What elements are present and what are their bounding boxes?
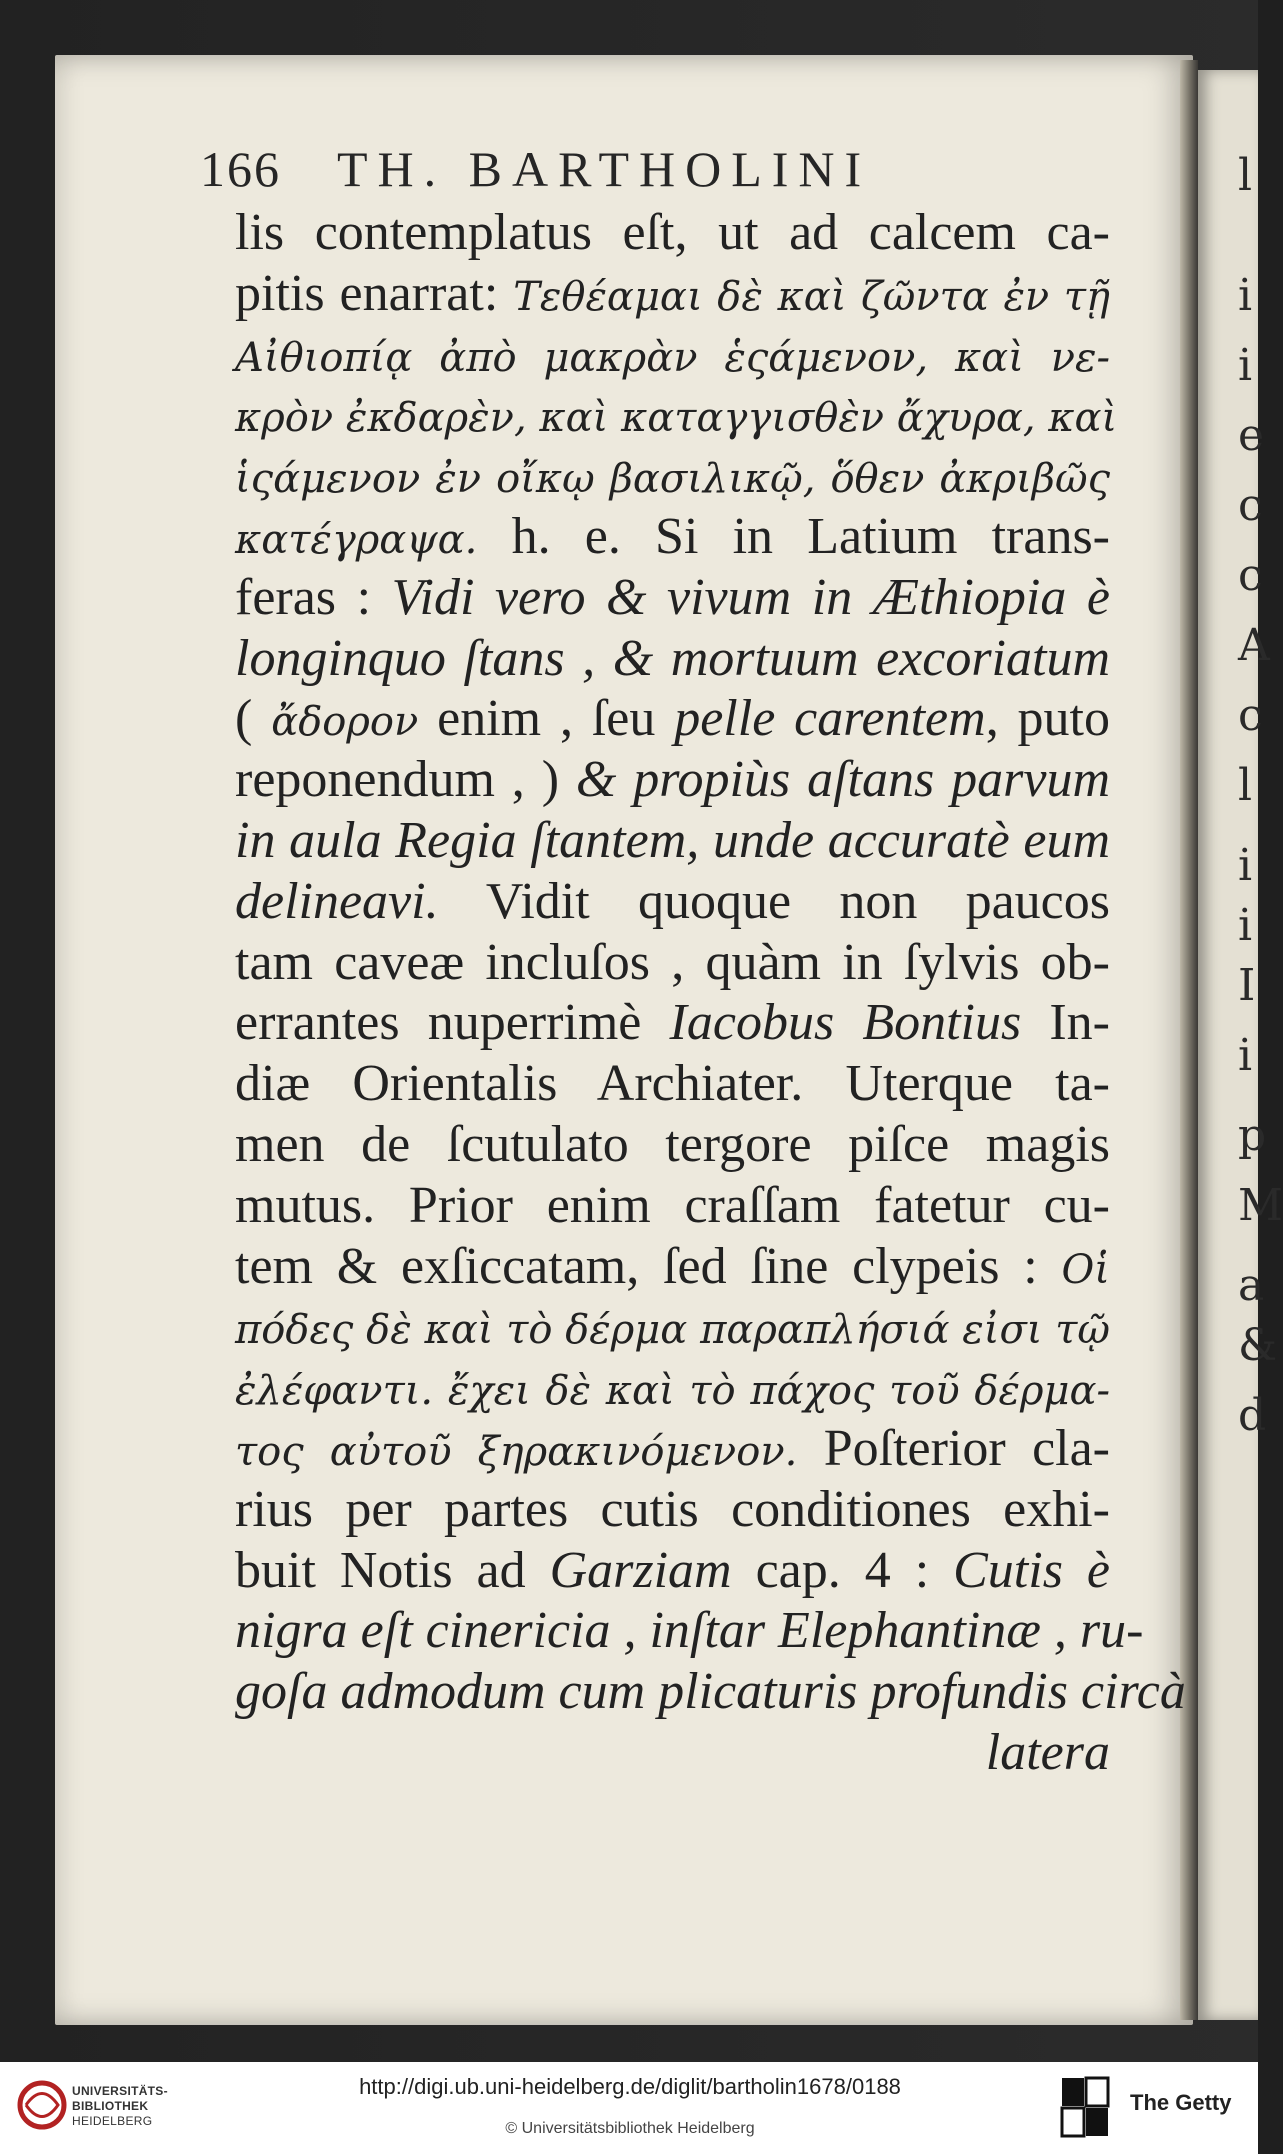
text-line: [235, 993, 1110, 1054]
text-line: [235, 1480, 1110, 1541]
text-line: [235, 1054, 1110, 1115]
text-line: [235, 1419, 1110, 1480]
right-page-fragment: M: [1238, 1180, 1283, 1231]
italic-text: in aula Regia ſtantem, unde accuratè eum: [235, 811, 1110, 869]
text-line: [235, 507, 1110, 568]
text-line: [235, 811, 1110, 872]
running-head: TH. BARTHOLINI: [337, 141, 872, 197]
library-name-line-2: BIBLIOTHEK: [72, 2099, 149, 2113]
right-page-fragment: l: [1238, 760, 1253, 811]
greek-text: ἄδορον: [271, 699, 419, 746]
italic-text: Iacobus Bontius: [669, 994, 1022, 1052]
text-line: [235, 1237, 1110, 1298]
copyright-notice: © Universitätsbibliothek Heidelberg: [505, 2120, 755, 2137]
greek-text: ἱςάμενον ἐν οἴκῳ βασιλικῷ, ὅθεν ἀκριβῶς: [235, 456, 1110, 503]
text-line: [235, 1176, 1110, 1237]
text-line: [235, 1297, 1110, 1358]
text-segment: diæ Orientalis Archiater. Uterque ta-: [235, 1055, 1110, 1113]
right-page-fragment: p: [1238, 1110, 1267, 1161]
text-segment: buit Notis ad: [235, 1541, 550, 1599]
italic-text: goſa admodum cum plicaturis profundis circà: [235, 1663, 1186, 1721]
text-line: [235, 1601, 1144, 1662]
text-line: [235, 1662, 1186, 1723]
right-page-fragment: c: [1238, 690, 1263, 741]
text-segment: reponendum , ): [235, 751, 576, 809]
text-segment: enim , ſeu: [418, 690, 675, 748]
italic-text: longinquo ſtans , & mortuum excoriatum: [235, 629, 1110, 687]
book-gutter: [1180, 60, 1198, 2020]
italic-text: Vidi vero & vivum in Æthiopia è: [391, 568, 1110, 626]
right-page-fragment: e: [1238, 410, 1265, 461]
book-page-right: [1198, 70, 1283, 2020]
university-library-logo-icon: [12, 2072, 78, 2138]
partner-name: The Getty: [1130, 2090, 1232, 2115]
right-page-fragment: d: [1238, 1390, 1267, 1441]
text-line: [235, 872, 1110, 933]
greek-text: Αἰθιοπίᾳ ἀπὸ μακρὰν ἑςάμενον, καὶ νε-: [235, 334, 1110, 381]
page-number: 166: [200, 141, 281, 197]
text-segment: In-: [1021, 994, 1110, 1052]
italic-text: nigra eſt cinericia , inſtar Elephantinæ , ru-: [235, 1602, 1144, 1660]
page-text-block: [235, 203, 1186, 1784]
greek-text: κατέγραψα.: [235, 516, 478, 563]
text-line: [235, 446, 1110, 507]
greek-text: Οἱ: [1061, 1246, 1110, 1293]
right-page-fragment: I: [1238, 960, 1256, 1011]
text-segment: pitis enarrat:: [235, 264, 514, 322]
right-page-fragment: i: [1238, 900, 1253, 951]
right-page-fragment: i: [1238, 840, 1253, 891]
text-line: [235, 629, 1110, 690]
getty-logo-icon: [1060, 2076, 1110, 2138]
italic-text: latera: [985, 1723, 1110, 1781]
right-page-fragment: i: [1238, 340, 1253, 391]
text-line: [235, 325, 1110, 386]
text-line: [235, 689, 1110, 750]
text-line: [235, 1358, 1110, 1419]
right-page-fragment: c: [1238, 550, 1263, 601]
text-segment: tem & exſiccatam, ſed ſine clypeis :: [235, 1237, 1062, 1295]
text-segment: rius per partes cutis conditiones exhi-: [235, 1480, 1110, 1538]
page-header: [200, 140, 1100, 200]
greek-text: τος αὐτοῦ ξηρακινόμενον.: [235, 1428, 798, 1475]
greek-text: Τεθέαμαι δὲ καὶ ζῶντα ἐν τῇ: [513, 273, 1110, 320]
italic-text: pelle carentem: [674, 690, 986, 748]
italic-text: Cutis è: [953, 1541, 1110, 1599]
text-segment: lis contemplatus eſt, ut ad calcem ca-: [235, 204, 1110, 261]
text-segment: Vidit quoque non paucos: [438, 872, 1110, 930]
greek-text: πόδες δὲ καὶ τὸ δέρμα παραπλήσιά εἰσι τῷ: [235, 1307, 1110, 1354]
greek-text: ἐλέφαντι. ἔχει δὲ καὶ τὸ πάχος τοῦ δέρμα-: [235, 1368, 1110, 1415]
right-page-fragment: l: [1238, 150, 1253, 201]
text-segment: tam caveæ incluſos , quàm in ſylvis ob-: [235, 933, 1110, 991]
text-line: [235, 203, 1110, 264]
right-page-fragment: a: [1238, 1260, 1265, 1311]
footer-bar: [0, 2062, 1258, 2154]
text-segment: cap. 4 :: [731, 1541, 954, 1599]
right-page-fragment: &: [1238, 1320, 1278, 1371]
permalink-url[interactable]: http://digi.ub.uni-heidelberg.de/diglit/bartholin1678/0188: [359, 2074, 901, 2099]
text-line: [235, 1541, 1110, 1602]
text-segment: men de ſcutulato tergore piſce magis: [235, 1115, 1110, 1173]
text-segment: h. e. Si in Latium trans-: [477, 507, 1110, 565]
italic-text: Garziam: [549, 1541, 732, 1599]
text-line: [235, 933, 1110, 994]
text-segment: errantes nuperrimè: [235, 994, 670, 1052]
library-name: [72, 2084, 168, 2129]
italic-text: & propiùs aſtans parvum: [575, 751, 1110, 809]
text-line: [235, 750, 1110, 811]
text-line: [235, 1115, 1110, 1176]
right-page-fragment: A: [1238, 620, 1270, 671]
text-segment: , puto: [985, 690, 1110, 748]
library-name-line-3: HEIDELBERG: [72, 2114, 153, 2128]
greek-text: κρὸν ἐκδαρὲν, καὶ καταγγισθὲν ἄχυρα, καὶ: [235, 395, 1118, 442]
library-name-line-1: UNIVERSITÄTS-: [72, 2084, 168, 2098]
text-segment: (: [235, 690, 272, 748]
text-line: [235, 1723, 1110, 1784]
italic-text: delineavi.: [235, 872, 439, 930]
text-line: [235, 264, 1110, 325]
right-page-fragment: i: [1238, 1030, 1253, 1081]
text-segment: mutus. Prior enim craſſam fatetur cu-: [235, 1176, 1110, 1234]
right-page-fragment: i: [1238, 270, 1253, 321]
text-line: [235, 568, 1110, 629]
right-page-fragment: c: [1238, 480, 1263, 531]
text-segment: Poſterior cla-: [797, 1419, 1110, 1477]
text-line: [235, 385, 1118, 446]
text-segment: feras :: [235, 568, 392, 626]
